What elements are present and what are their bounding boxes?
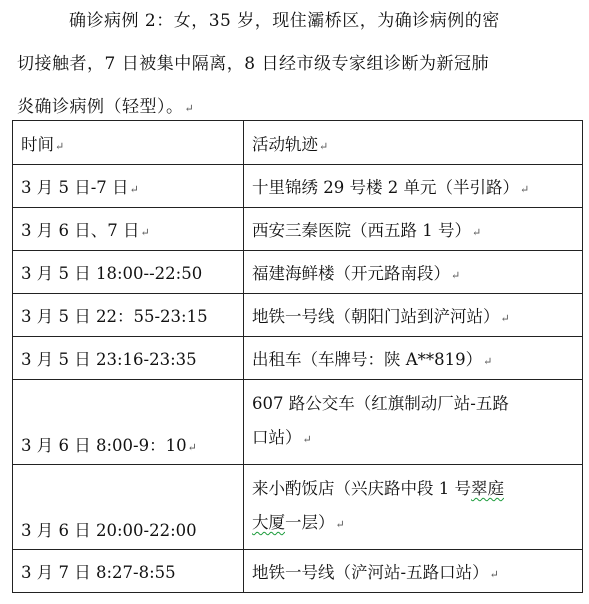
paragraph-line-1: 确诊病例 2：女，35 岁，现住灞桥区，为确诊病例的密 [69, 11, 500, 31]
table-row [13, 465, 583, 550]
table-row [13, 251, 583, 294]
track-line-2: 口站）↵ [252, 428, 312, 447]
paragraph-line-3-text: 炎确诊病例（轻型）。 [17, 97, 184, 117]
table-row [13, 294, 583, 337]
paragraph-mark-icon: ↵ [187, 441, 197, 454]
header-track: 活动轨迹↵ [244, 121, 583, 165]
paragraph-mark-icon: ↵ [519, 183, 530, 196]
row-time: 3 月 5 日 23:16-23:35 [13, 337, 244, 380]
paragraph-mark-icon: ↵ [335, 518, 345, 531]
case-paragraph [17, 0, 583, 129]
table-row [13, 380, 583, 465]
paragraph-mark-icon: ↵ [451, 269, 461, 282]
row-track: 地铁一号线（朝阳门站到浐河站）↵ [244, 294, 583, 337]
paragraph-line-2: 切接触者，7 日被集中隔离，8 日经市级专家组诊断为新冠肺 [17, 54, 489, 74]
table-row [13, 165, 583, 208]
table-header-row [13, 121, 583, 165]
paragraph-mark-icon: ↵ [319, 139, 329, 153]
paragraph-mark-icon: ↵ [489, 568, 499, 581]
paragraph-mark-icon: ↵ [140, 226, 150, 239]
header-time: 时间↵ [13, 121, 244, 165]
row-track: 福建海鲜楼（开元路南段）↵ [244, 251, 583, 294]
track-line-1: 607 路公交车（红旗制动厂站-五路 [252, 394, 509, 413]
paragraph-mark-icon: ↵ [483, 355, 493, 368]
paragraph-mark-icon: ↵ [129, 183, 139, 196]
activity-table [12, 120, 583, 593]
paragraph-mark-icon: ↵ [55, 139, 65, 153]
paragraph-mark-icon: ↵ [500, 312, 510, 325]
row-time: 3 月 5 日 18:00--22:50 [13, 251, 244, 294]
table-row [13, 208, 583, 251]
track-line-2: 大厦一层）↵ [252, 513, 345, 532]
paragraph-mark-icon: ↵ [184, 102, 195, 115]
paragraph-mark-icon: ↵ [472, 226, 482, 239]
row-time: 3 月 6 日 8:00-9：10↵ [13, 380, 244, 465]
row-track [244, 465, 583, 550]
table-row [13, 550, 583, 593]
row-track: 西安三秦医院（西五路 1 号）↵ [244, 208, 583, 251]
row-track [244, 380, 583, 465]
row-time: 3 月 5 日-7 日↵ [13, 165, 244, 208]
row-track: 地铁一号线（浐河站-五路口站）↵ [244, 550, 583, 593]
row-track: 十里锦绣 29 号楼 2 单元（半引路）↵ [244, 165, 583, 208]
row-track: 出租车（车牌号：陕 A**819）↵ [244, 337, 583, 380]
track-line-1: 来小酌饭店（兴庆路中段 1 号翠庭 [252, 479, 504, 498]
row-time: 3 月 5 日 22：55-23:15 [13, 294, 244, 337]
paragraph-mark-icon: ↵ [302, 433, 312, 446]
row-time: 3 月 6 日 20:00-22:00 [13, 465, 244, 550]
table-row [13, 337, 583, 380]
row-time: 3 月 6 日、7 日↵ [13, 208, 244, 251]
row-time: 3 月 7 日 8:27-8:55 [13, 550, 244, 593]
